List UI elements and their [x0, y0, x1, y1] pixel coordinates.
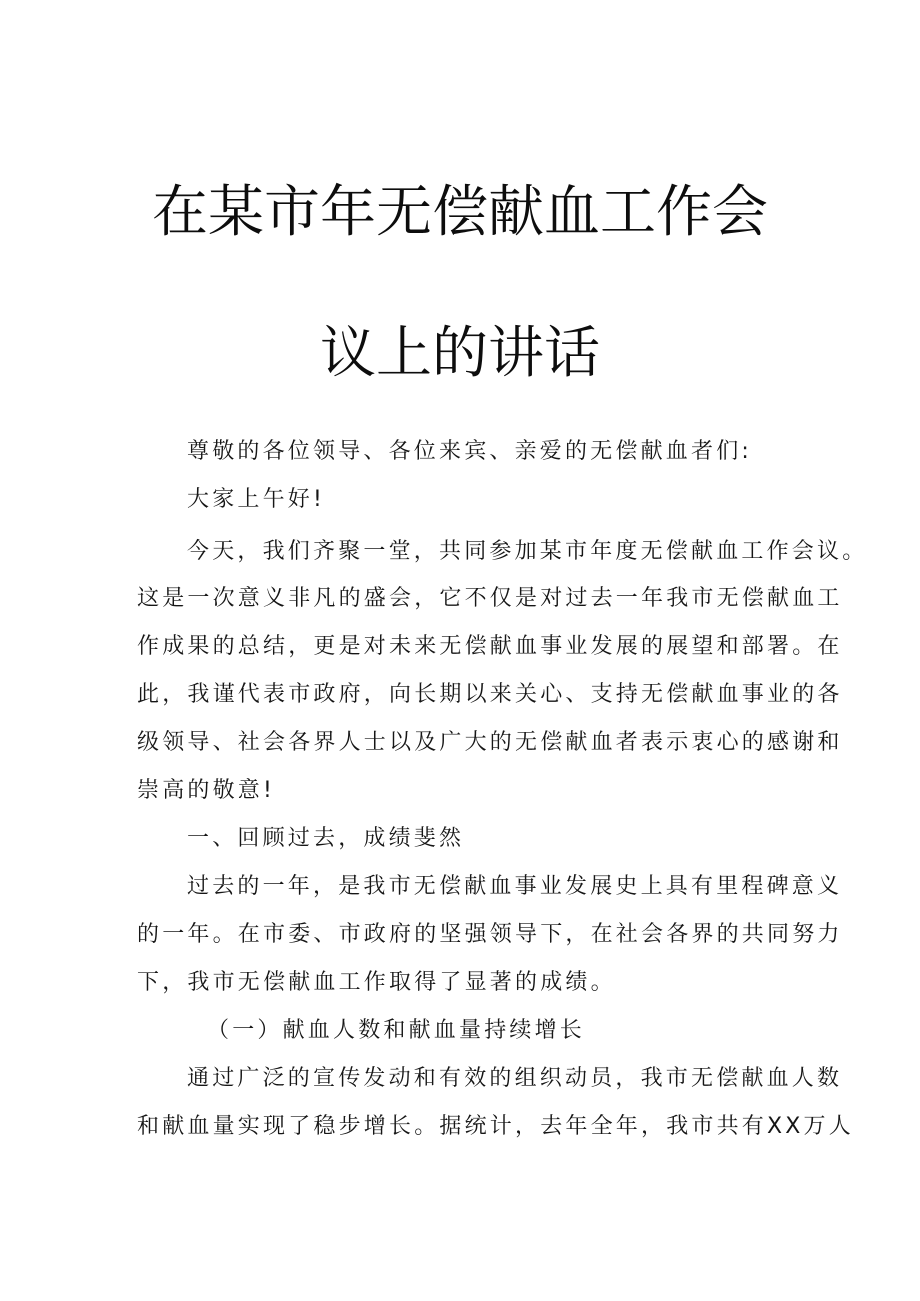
- paragraph-line: 过去的一年，是我市无偿献血事业发展史上具有里程碑意义: [187, 874, 843, 899]
- paragraph-line: 今天，我们齐聚一堂，共同参加某市年度无偿献血工作会议。: [187, 539, 868, 564]
- document-title-line-2: 议上的讲话: [320, 321, 600, 386]
- paragraph-line: 这是一次意义非凡的盛会，它不仅是对过去一年我市无偿献血工: [137, 586, 843, 611]
- paragraph-line: 的一年。在市委、市政府的坚强领导下，在社会各界的共同努力: [137, 922, 843, 947]
- paragraph-line: 通过广泛的宣传发动和有效的组织动员，我市无偿献血人数: [187, 1066, 843, 1091]
- paragraph-line: 级领导、社会各界人士以及广大的无偿献血者表示衷心的感谢和: [137, 730, 843, 755]
- section-heading: 一、回顾过去，成绩斐然: [187, 826, 465, 851]
- paragraph-line: 此，我谨代表市政府，向长期以来关心、支持无偿献血事业的各: [137, 682, 843, 707]
- subsection-heading: （一）献血人数和献血量持续增长: [207, 1018, 586, 1043]
- paragraph-line: 下，我市无偿献血工作取得了显著的成绩。: [137, 970, 616, 995]
- paragraph-line: 作成果的总结，更是对未来无偿献血事业发展的展望和部署。在: [137, 634, 843, 659]
- greeting: 大家上午好!: [187, 487, 326, 512]
- salutation: 尊敬的各位领导、各位来宾、亲爱的无偿献血者们:: [187, 439, 753, 464]
- document-title-line-1: 在某市年无偿献血工作会: [152, 180, 768, 245]
- paragraph-line: 和献血量实现了稳步增长。据统计，去年全年，我市共有XX万人: [137, 1114, 854, 1139]
- paragraph-line: 崇高的敬意!: [137, 778, 276, 803]
